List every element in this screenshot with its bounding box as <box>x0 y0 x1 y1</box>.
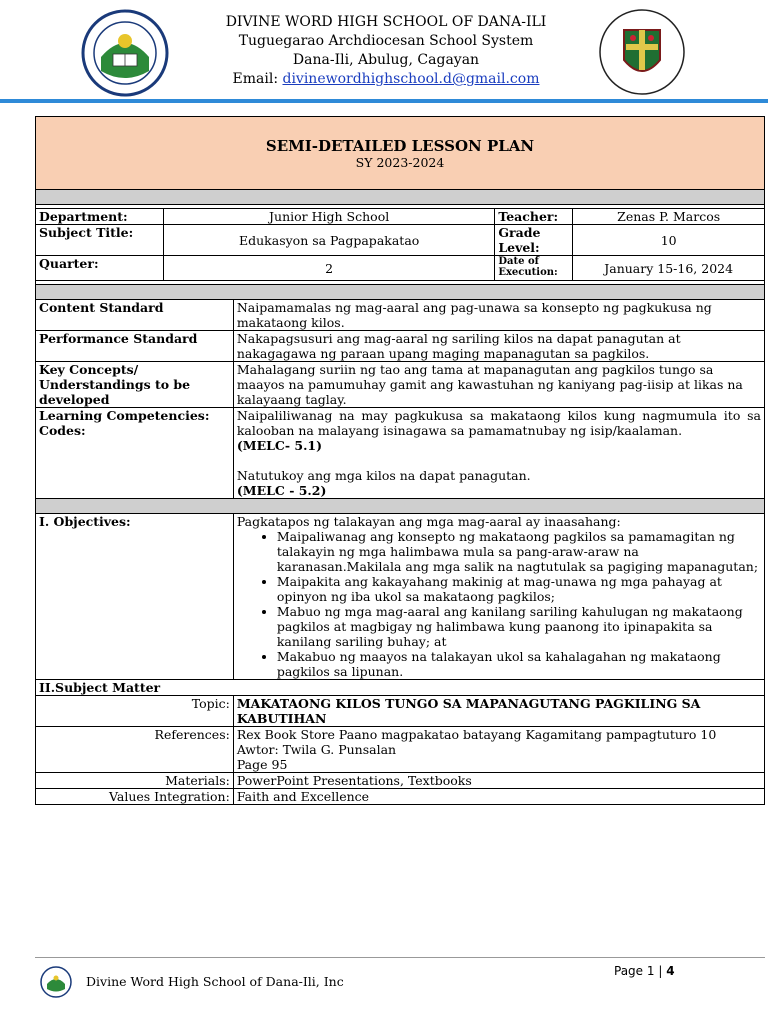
competencies-label-line2: Codes: <box>39 423 86 438</box>
performance-standard-label: Performance Standard <box>36 331 234 362</box>
footer-school-name: Divine Word High School of Dana-Ili, Inc <box>86 974 344 989</box>
subject-matter-heading: II.Subject Matter <box>36 680 765 696</box>
date-label-line1: Date of <box>498 256 539 267</box>
school-seal-logo <box>75 9 176 97</box>
grade-value: 10 <box>573 225 765 256</box>
page-total: 4 <box>666 964 675 978</box>
grade-label-line1: Grade <box>498 225 541 240</box>
footer-seal-icon <box>40 966 72 998</box>
competency-1: Naipaliliwanag na may pagkukusa sa makataong kilos kung nagmumula ito sa kalooban na malayang isinagawa sa pamamatnubay ng isip/kaalaman. <box>236 408 761 438</box>
email-line <box>186 70 586 89</box>
footer-rule <box>35 957 765 958</box>
email-link[interactable]: divinewordhighschool.d@gmail.com <box>282 71 540 87</box>
content-standard-label: Content Standard <box>36 300 234 331</box>
content-standard-value: Naipamamalas ng mag-aaral ang pag-unawa sa konsepto ng pagkukusa ng makataong kilos. <box>233 300 764 331</box>
references-value <box>233 727 764 773</box>
key-concepts-label <box>36 362 234 408</box>
department-label: Department: <box>36 209 164 225</box>
header-rule <box>0 99 768 103</box>
competency-code-1: (MELC- 5.1) <box>236 438 323 453</box>
competencies-label-line1: Learning Competencies: <box>39 408 210 423</box>
performance-standard-value: Nakapagsusuri ang mag-aaral ng sariling kilos na dapat panagutan at nakagagawa ng paraan upang maging mapanagutan sa pagkilos. <box>233 331 764 362</box>
page-separator: | <box>658 964 663 978</box>
objectives-intro: Pagkatapos ng talakayan ang mga mag-aaral ay inaasahang: <box>236 514 621 529</box>
values-integration-label: Values Integration: <box>36 789 234 805</box>
archdiocesan-seal-logo <box>595 8 689 96</box>
references-line2: Awtor: Twila G. Punsalan <box>236 742 397 757</box>
email-label: Email: <box>232 71 279 87</box>
date-label <box>495 256 573 281</box>
separator-band <box>36 285 765 300</box>
materials-label: Materials: <box>36 773 234 789</box>
objective-item: • Maipakita ang kakayahang makinig at mag-unawa ng mga pahayag at opinyon ng iba ukol sa makataong pagkilos; <box>277 574 761 604</box>
date-label-line2: Execution: <box>498 267 558 278</box>
separator-band <box>36 190 765 205</box>
objective-item: • Mabuo ng mga mag-aaral ang kanilang sariling kahulugan ng makataong pagkilos at magbigay ng halimbawa kung paanong ito ipinapakita sa kanilang sariling buhay; at <box>277 604 761 649</box>
lesson-plan-table <box>35 116 765 805</box>
quarter-value: 2 <box>163 256 494 281</box>
page-label: Page <box>614 964 644 978</box>
key-concepts-label-line3: developed <box>39 392 110 407</box>
references-label: References: <box>36 727 234 773</box>
teacher-value: Zenas P. Marcos <box>573 209 765 225</box>
values-integration-value: Faith and Excellence <box>233 789 764 805</box>
separator-band <box>36 499 765 514</box>
school-year: SY 2023-2024 <box>355 154 445 170</box>
topic-label: Topic: <box>36 696 234 727</box>
subject-label: Subject Title: <box>36 225 164 256</box>
competencies-value <box>233 408 764 499</box>
page-number: 1 <box>646 964 655 978</box>
references-line3: Page 95 <box>236 757 288 772</box>
subject-value: Edukasyon sa Pagpapakatao <box>163 225 494 256</box>
title-band <box>36 117 765 190</box>
date-value: January 15-16, 2024 <box>573 256 765 281</box>
grade-label <box>495 225 573 256</box>
key-concepts-label-line2: Understandings to be <box>39 377 191 392</box>
competency-code-2: (MELC - 5.2) <box>236 483 327 498</box>
objectives-label: I. Objectives: <box>36 514 234 680</box>
teacher-label: Teacher: <box>495 209 573 225</box>
school-system: Tuguegarao Archdiocesan School System <box>238 33 534 49</box>
page-indicator <box>614 964 675 978</box>
materials-value: PowerPoint Presentations, Textbooks <box>233 773 764 789</box>
key-concepts-label-line1: Key Concepts/ <box>39 362 139 377</box>
topic-value: MAKATAONG KILOS TUNGO SA MAPANAGUTANG PAGKILING SA KABUTIHAN <box>233 696 764 727</box>
school-name: DIVINE WORD HIGH SCHOOL OF DANA-ILI <box>225 14 547 30</box>
objectives-list <box>237 529 761 679</box>
school-address: Dana-Ili, Abulug, Cagayan <box>292 52 480 68</box>
plan-title: SEMI-DETAILED LESSON PLAN <box>265 136 535 155</box>
department-value: Junior High School <box>163 209 494 225</box>
competencies-label <box>36 408 234 499</box>
letterhead <box>0 0 768 100</box>
quarter-label: Quarter: <box>36 256 164 281</box>
objective-item: • Maipaliwanag ang konsepto ng makataong pagkilos sa pamamagitan ng talakayin ng mga halimbawa mula sa pang-araw-araw na karanasan.Makilala ang mga salik na nagtutulak sa pagiging mapanagutan; <box>277 529 761 574</box>
key-concepts-value: Mahalagang suriin ng tao ang tama at mapanagutan ang pagkilos tungo sa maayos na pamumuhay gamit ang kawastuhan ng kaniyang pag-iisip at likas na kalayaang taglay. <box>233 362 764 408</box>
references-line1: Rex Book Store Paano magpakatao batayang Kagamitang pampagtuturo 10 <box>236 727 717 742</box>
objective-item: • Makabuo ng maayos na talakayan ukol sa kahalagahan ng makataong pagkilos sa lipunan. <box>277 649 761 679</box>
grade-label-line2: Level: <box>498 240 540 255</box>
competency-2: Natutukoy ang mga kilos na dapat panagutan. <box>236 468 531 483</box>
objectives-value <box>233 514 764 680</box>
